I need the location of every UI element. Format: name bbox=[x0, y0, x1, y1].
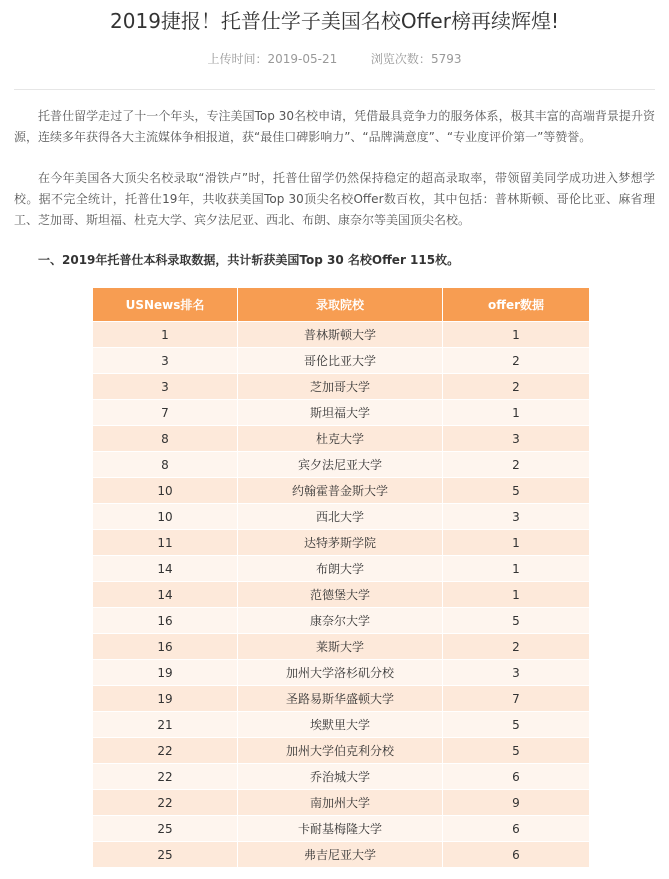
table-header-row bbox=[93, 288, 590, 322]
upload-label: 上传时间： bbox=[207, 52, 268, 66]
cell-offers: 1 bbox=[443, 400, 590, 426]
cell-rank: 19 bbox=[93, 660, 238, 686]
cell-school: 卡耐基梅隆大学 bbox=[238, 816, 443, 842]
cell-school: 西北大学 bbox=[238, 504, 443, 530]
cell-offers: 3 bbox=[443, 660, 590, 686]
cell-offers: 9 bbox=[443, 790, 590, 816]
title-divider bbox=[14, 89, 655, 90]
cell-school: 斯坦福大学 bbox=[238, 400, 443, 426]
cell-offers: 5 bbox=[443, 712, 590, 738]
cell-offers: 2 bbox=[443, 348, 590, 374]
views-label: 浏览次数： bbox=[370, 52, 431, 66]
summary-paragraph: 在今年美国各大顶尖名校录取“滑铁卢”时，托普仕留学仍然保持稳定的超高录取率，带领留美同学成功进入梦想学校。据不完全统计，托普仕19年，共收获美国Top 30顶尖名校Offer数百枚，其中包括：普林斯顿、哥伦比亚、麻省理工、芝加哥、斯坦福、杜克大学、宾夕法尼亚、西北、布朗、康奈尔等美国顶尖名校。 bbox=[14, 171, 655, 227]
cell-offers: 6 bbox=[443, 764, 590, 790]
cell-rank: 22 bbox=[93, 790, 238, 816]
table-row bbox=[93, 816, 590, 842]
cell-school: 乔治城大学 bbox=[238, 764, 443, 790]
table-row bbox=[93, 556, 590, 582]
header-rank: USNews排名 bbox=[93, 288, 238, 322]
table-row bbox=[93, 504, 590, 530]
cell-school: 南加州大学 bbox=[238, 790, 443, 816]
table-row bbox=[93, 764, 590, 790]
cell-rank: 7 bbox=[93, 400, 238, 426]
cell-rank: 3 bbox=[93, 348, 238, 374]
cell-rank: 10 bbox=[93, 478, 238, 504]
cell-school: 加州大学洛杉矶分校 bbox=[238, 660, 443, 686]
cell-rank: 25 bbox=[93, 842, 238, 868]
cell-offers: 2 bbox=[443, 452, 590, 478]
cell-rank: 21 bbox=[93, 712, 238, 738]
cell-school: 圣路易斯华盛顿大学 bbox=[238, 686, 443, 712]
cell-rank: 8 bbox=[93, 452, 238, 478]
table-row bbox=[93, 530, 590, 556]
table-row bbox=[93, 660, 590, 686]
cell-school: 杜克大学 bbox=[238, 426, 443, 452]
cell-rank: 16 bbox=[93, 608, 238, 634]
table-row bbox=[93, 582, 590, 608]
cell-rank: 22 bbox=[93, 764, 238, 790]
table-row bbox=[93, 374, 590, 400]
table-row bbox=[93, 738, 590, 764]
table-row bbox=[93, 790, 590, 816]
table-row bbox=[93, 634, 590, 660]
cell-rank: 8 bbox=[93, 426, 238, 452]
cell-rank: 3 bbox=[93, 374, 238, 400]
table-row bbox=[93, 712, 590, 738]
cell-rank: 1 bbox=[93, 322, 238, 348]
section-heading: 一、2019年托普仕本科录取数据，共计斩获美国Top 30 名校Offer 115枚。 bbox=[38, 253, 460, 267]
cell-offers: 5 bbox=[443, 738, 590, 764]
cell-offers: 5 bbox=[443, 478, 590, 504]
cell-school: 布朗大学 bbox=[238, 556, 443, 582]
table-row bbox=[93, 608, 590, 634]
table-row bbox=[93, 686, 590, 712]
cell-rank: 16 bbox=[93, 634, 238, 660]
cell-rank: 25 bbox=[93, 816, 238, 842]
table-row bbox=[93, 400, 590, 426]
cell-rank: 14 bbox=[93, 556, 238, 582]
cell-offers: 1 bbox=[443, 556, 590, 582]
cell-rank: 11 bbox=[93, 530, 238, 556]
article-meta bbox=[0, 50, 669, 68]
cell-school: 范德堡大学 bbox=[238, 582, 443, 608]
cell-rank: 10 bbox=[93, 504, 238, 530]
cell-offers: 3 bbox=[443, 504, 590, 530]
admission-table bbox=[92, 287, 590, 868]
table-row bbox=[93, 452, 590, 478]
cell-school: 加州大学伯克利分校 bbox=[238, 738, 443, 764]
table-row bbox=[93, 842, 590, 868]
header-school: 录取院校 bbox=[238, 288, 443, 322]
cell-rank: 22 bbox=[93, 738, 238, 764]
cell-rank: 14 bbox=[93, 582, 238, 608]
cell-offers: 1 bbox=[443, 530, 590, 556]
cell-school: 康奈尔大学 bbox=[238, 608, 443, 634]
cell-offers: 2 bbox=[443, 634, 590, 660]
cell-school: 弗吉尼亚大学 bbox=[238, 842, 443, 868]
table-body bbox=[93, 322, 590, 868]
upload-date: 2019-05-21 bbox=[267, 52, 338, 66]
table-row bbox=[93, 426, 590, 452]
header-offers: offer数据 bbox=[443, 288, 590, 322]
cell-offers: 1 bbox=[443, 322, 590, 348]
cell-offers: 5 bbox=[443, 608, 590, 634]
cell-offers: 6 bbox=[443, 816, 590, 842]
cell-school: 莱斯大学 bbox=[238, 634, 443, 660]
intro-paragraph: 托普仕留学走过了十一个年头，专注美国Top 30名校申请，凭借最具竞争力的服务体系，极其丰富的高端背景提升资源，连续多年获得各大主流媒体争相报道，获“最佳口碑影响力”、“品牌满意度”、“专业度评价第一”等赞誉。 bbox=[14, 109, 655, 144]
cell-offers: 7 bbox=[443, 686, 590, 712]
cell-offers: 3 bbox=[443, 426, 590, 452]
cell-school: 哥伦比亚大学 bbox=[238, 348, 443, 374]
table-row bbox=[93, 478, 590, 504]
cell-school: 宾夕法尼亚大学 bbox=[238, 452, 443, 478]
article-title: 2019捷报！托普仕学子美国名校Offer榜再续辉煌! bbox=[110, 9, 559, 33]
cell-school: 芝加哥大学 bbox=[238, 374, 443, 400]
cell-offers: 2 bbox=[443, 374, 590, 400]
cell-school: 普林斯顿大学 bbox=[238, 322, 443, 348]
cell-offers: 6 bbox=[443, 842, 590, 868]
cell-offers: 1 bbox=[443, 582, 590, 608]
cell-school: 埃默里大学 bbox=[238, 712, 443, 738]
cell-school: 约翰霍普金斯大学 bbox=[238, 478, 443, 504]
views-count: 5793 bbox=[430, 52, 462, 66]
cell-school: 达特茅斯学院 bbox=[238, 530, 443, 556]
table-row bbox=[93, 348, 590, 374]
cell-rank: 19 bbox=[93, 686, 238, 712]
table-row bbox=[93, 322, 590, 348]
